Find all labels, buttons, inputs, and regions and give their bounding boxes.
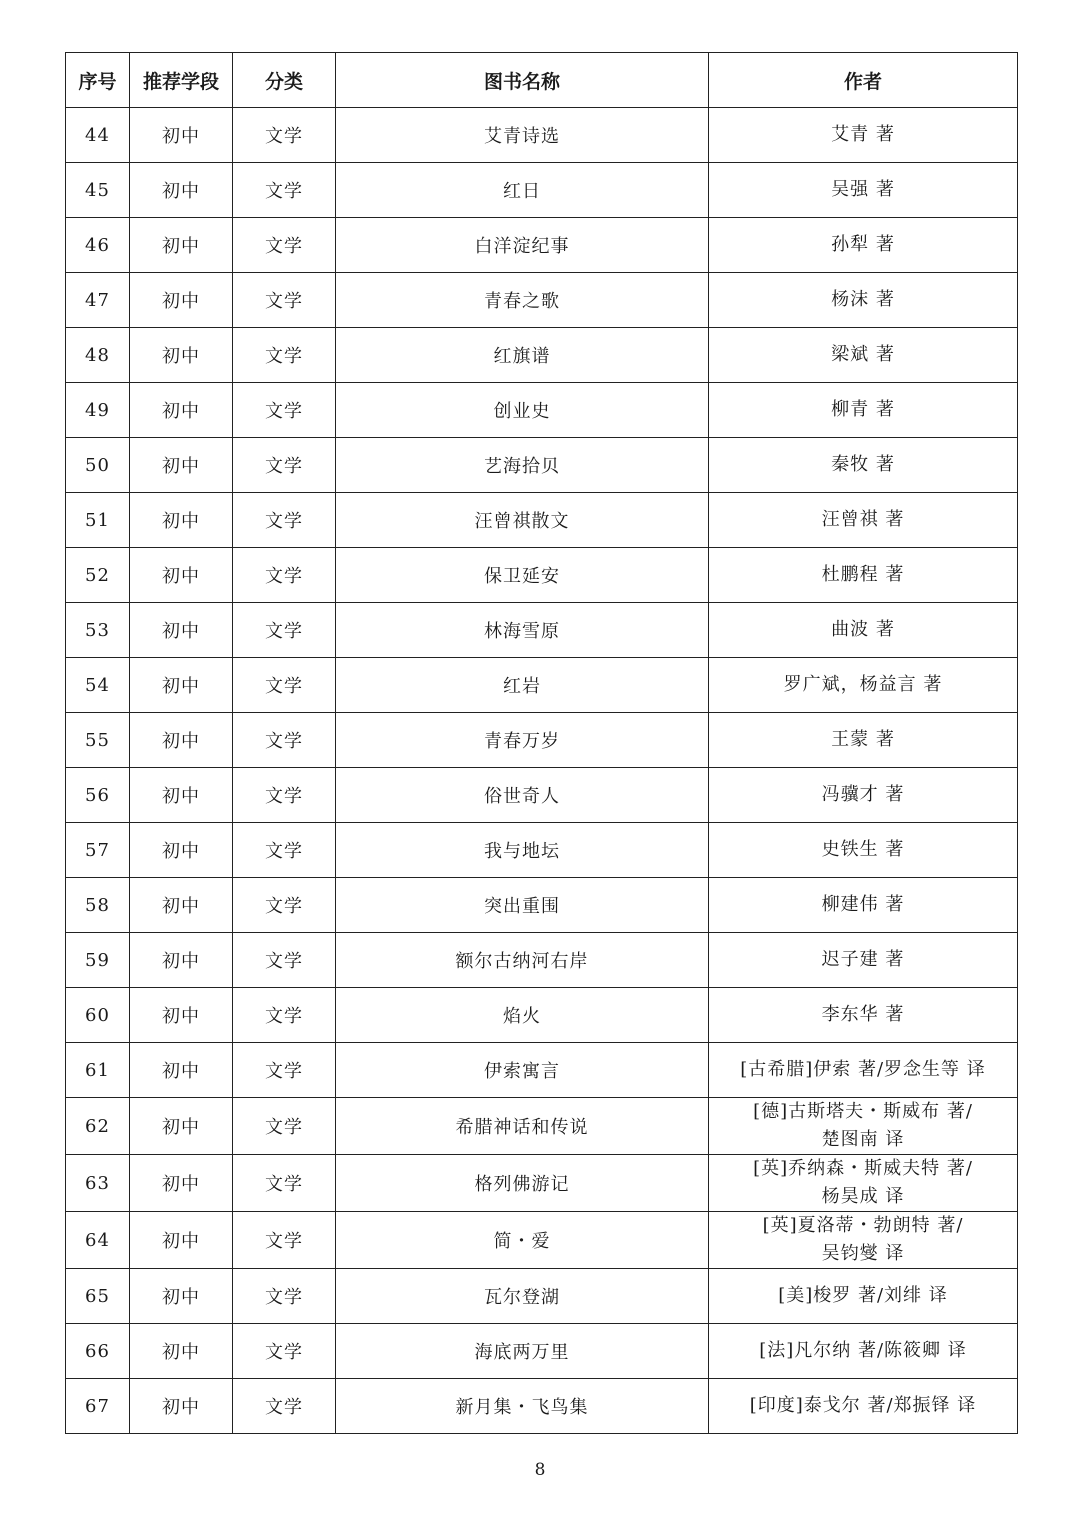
cell-stage: 初中 — [130, 768, 233, 823]
table-body — [66, 108, 1018, 1434]
author-line: [英]夏洛蒂・勃朗特 著/ — [762, 1215, 964, 1236]
cell-index: 49 — [66, 383, 130, 438]
table-row — [66, 1324, 1018, 1379]
cell-index: 47 — [66, 273, 130, 328]
cell-category: 文学 — [233, 768, 336, 823]
cell-index: 46 — [66, 218, 130, 273]
header-category: 分类 — [233, 53, 336, 108]
cell-title: 艾青诗选 — [336, 108, 709, 163]
cell-category: 文学 — [233, 273, 336, 328]
cell-category: 文学 — [233, 933, 336, 988]
author-line: [德]古斯塔夫・斯威布 著/ — [753, 1101, 973, 1122]
cell-stage: 初中 — [130, 1155, 233, 1212]
author-line: [印度]泰戈尔 著/郑振铎 译 — [749, 1395, 977, 1416]
author-line: [美]梭罗 著/刘绯 译 — [778, 1285, 948, 1306]
cell-author — [709, 713, 1018, 768]
cell-category: 文学 — [233, 1098, 336, 1155]
cell-index: 54 — [66, 658, 130, 713]
cell-index: 51 — [66, 493, 130, 548]
cell-category: 文学 — [233, 1269, 336, 1324]
cell-author — [709, 1098, 1018, 1155]
author-line: 艾青 著 — [831, 124, 895, 145]
cell-stage: 初中 — [130, 108, 233, 163]
cell-author — [709, 603, 1018, 658]
cell-stage: 初中 — [130, 1212, 233, 1269]
cell-title: 焰火 — [336, 988, 709, 1043]
page-number: 8 — [534, 1460, 546, 1480]
cell-index: 59 — [66, 933, 130, 988]
cell-stage: 初中 — [130, 823, 233, 878]
cell-author — [709, 438, 1018, 493]
cell-title: 青春万岁 — [336, 713, 709, 768]
author-line: 楚图南 译 — [821, 1129, 905, 1150]
cell-category: 文学 — [233, 1212, 336, 1269]
cell-author — [709, 493, 1018, 548]
cell-author — [709, 878, 1018, 933]
cell-index: 60 — [66, 988, 130, 1043]
cell-stage: 初中 — [130, 1379, 233, 1434]
cell-author — [709, 933, 1018, 988]
author-line: [古希腊]伊索 著/罗念生等 译 — [740, 1059, 986, 1080]
cell-category: 文学 — [233, 878, 336, 933]
cell-author — [709, 768, 1018, 823]
cell-author — [709, 548, 1018, 603]
cell-stage: 初中 — [130, 383, 233, 438]
author-line: 梁斌 著 — [831, 344, 895, 365]
cell-author — [709, 273, 1018, 328]
cell-category: 文学 — [233, 823, 336, 878]
table-row — [66, 163, 1018, 218]
cell-title: 我与地坛 — [336, 823, 709, 878]
cell-category: 文学 — [233, 328, 336, 383]
cell-category: 文学 — [233, 658, 336, 713]
table-row — [66, 658, 1018, 713]
author-line: 杨昊成 译 — [821, 1186, 905, 1207]
cell-index: 61 — [66, 1043, 130, 1098]
cell-category: 文学 — [233, 218, 336, 273]
table-row — [66, 713, 1018, 768]
table-row — [66, 548, 1018, 603]
cell-index: 66 — [66, 1324, 130, 1379]
author-line: 李东华 著 — [821, 1004, 905, 1025]
cell-author — [709, 108, 1018, 163]
cell-stage: 初中 — [130, 493, 233, 548]
cell-category: 文学 — [233, 493, 336, 548]
cell-title: 青春之歌 — [336, 273, 709, 328]
cell-category: 文学 — [233, 1324, 336, 1379]
author-line: [英]乔纳森・斯威夫特 著/ — [753, 1158, 973, 1179]
cell-title: 红岩 — [336, 658, 709, 713]
table-row — [66, 823, 1018, 878]
cell-title: 红日 — [336, 163, 709, 218]
cell-category: 文学 — [233, 548, 336, 603]
header-author: 作者 — [709, 53, 1018, 108]
cell-title: 白洋淀纪事 — [336, 218, 709, 273]
table-row — [66, 1155, 1018, 1212]
cell-author — [709, 1379, 1018, 1434]
cell-category: 文学 — [233, 1379, 336, 1434]
table-row — [66, 108, 1018, 163]
table-row — [66, 328, 1018, 383]
cell-index: 55 — [66, 713, 130, 768]
cell-stage: 初中 — [130, 603, 233, 658]
table-row — [66, 438, 1018, 493]
author-line: 吴钧燮 译 — [821, 1243, 905, 1264]
cell-title: 艺海拾贝 — [336, 438, 709, 493]
cell-author — [709, 1324, 1018, 1379]
cell-author — [709, 218, 1018, 273]
author-line: 杜鹏程 著 — [821, 564, 905, 585]
cell-title: 简・爱 — [336, 1212, 709, 1269]
cell-index: 52 — [66, 548, 130, 603]
cell-index: 57 — [66, 823, 130, 878]
author-line: 王蒙 著 — [831, 729, 895, 750]
cell-index: 53 — [66, 603, 130, 658]
cell-title: 额尔古纳河右岸 — [336, 933, 709, 988]
table-row — [66, 1043, 1018, 1098]
cell-title: 新月集・飞鸟集 — [336, 1379, 709, 1434]
header-index: 序号 — [66, 53, 130, 108]
cell-category: 文学 — [233, 383, 336, 438]
cell-stage: 初中 — [130, 218, 233, 273]
cell-title: 突出重围 — [336, 878, 709, 933]
cell-stage: 初中 — [130, 438, 233, 493]
cell-stage: 初中 — [130, 1269, 233, 1324]
author-line: [法]凡尔纳 著/陈筱卿 译 — [759, 1340, 967, 1361]
cell-category: 文学 — [233, 438, 336, 493]
table-row — [66, 273, 1018, 328]
header-title: 图书名称 — [336, 53, 709, 108]
cell-author — [709, 328, 1018, 383]
table-row — [66, 878, 1018, 933]
cell-stage: 初中 — [130, 1324, 233, 1379]
cell-title: 林海雪原 — [336, 603, 709, 658]
cell-title: 红旗谱 — [336, 328, 709, 383]
cell-author — [709, 988, 1018, 1043]
table-row — [66, 1212, 1018, 1269]
cell-stage: 初中 — [130, 548, 233, 603]
cell-title: 俗世奇人 — [336, 768, 709, 823]
cell-category: 文学 — [233, 163, 336, 218]
cell-stage: 初中 — [130, 658, 233, 713]
table-row — [66, 988, 1018, 1043]
cell-category: 文学 — [233, 603, 336, 658]
cell-category: 文学 — [233, 108, 336, 163]
table-row — [66, 933, 1018, 988]
cell-category: 文学 — [233, 1043, 336, 1098]
table-row — [66, 383, 1018, 438]
cell-author — [709, 1269, 1018, 1324]
author-line: 汪曾祺 著 — [821, 509, 905, 530]
cell-title: 汪曾祺散文 — [336, 493, 709, 548]
author-line: 吴强 著 — [831, 179, 895, 200]
cell-category: 文学 — [233, 988, 336, 1043]
cell-stage: 初中 — [130, 328, 233, 383]
cell-index: 64 — [66, 1212, 130, 1269]
cell-author — [709, 1155, 1018, 1212]
cell-index: 65 — [66, 1269, 130, 1324]
author-line: 杨沫 著 — [831, 289, 895, 310]
cell-index: 45 — [66, 163, 130, 218]
cell-stage: 初中 — [130, 273, 233, 328]
table-row — [66, 1098, 1018, 1155]
author-line: 柳青 著 — [831, 399, 895, 420]
book-list-table — [65, 52, 1018, 1434]
author-line: 罗广斌，杨益言 著 — [783, 674, 943, 695]
cell-author — [709, 1043, 1018, 1098]
cell-author — [709, 658, 1018, 713]
cell-stage: 初中 — [130, 713, 233, 768]
cell-index: 67 — [66, 1379, 130, 1434]
author-line: 秦牧 著 — [831, 454, 895, 475]
cell-stage: 初中 — [130, 163, 233, 218]
cell-category: 文学 — [233, 1155, 336, 1212]
table-row — [66, 1379, 1018, 1434]
author-line: 柳建伟 著 — [821, 894, 905, 915]
cell-category: 文学 — [233, 713, 336, 768]
table-row — [66, 768, 1018, 823]
cell-title: 瓦尔登湖 — [336, 1269, 709, 1324]
cell-stage: 初中 — [130, 1043, 233, 1098]
cell-index: 58 — [66, 878, 130, 933]
cell-index: 44 — [66, 108, 130, 163]
cell-title: 伊索寓言 — [336, 1043, 709, 1098]
cell-title: 保卫延安 — [336, 548, 709, 603]
cell-index: 48 — [66, 328, 130, 383]
cell-title: 希腊神话和传说 — [336, 1098, 709, 1155]
cell-author — [709, 823, 1018, 878]
header-stage: 推荐学段 — [130, 53, 233, 108]
cell-index: 56 — [66, 768, 130, 823]
cell-title: 创业史 — [336, 383, 709, 438]
cell-stage: 初中 — [130, 933, 233, 988]
author-line: 史铁生 著 — [821, 839, 905, 860]
cell-stage: 初中 — [130, 1098, 233, 1155]
cell-index: 62 — [66, 1098, 130, 1155]
cell-index: 63 — [66, 1155, 130, 1212]
author-line: 冯骥才 著 — [821, 784, 905, 805]
author-line: 曲波 著 — [831, 619, 895, 640]
table-row — [66, 493, 1018, 548]
cell-title: 格列佛游记 — [336, 1155, 709, 1212]
author-line: 迟子建 著 — [821, 949, 905, 970]
cell-stage: 初中 — [130, 878, 233, 933]
cell-stage: 初中 — [130, 988, 233, 1043]
table-header-row — [66, 53, 1018, 108]
table-row — [66, 603, 1018, 658]
cell-author — [709, 1212, 1018, 1269]
cell-title: 海底两万里 — [336, 1324, 709, 1379]
table-row — [66, 1269, 1018, 1324]
table-row — [66, 218, 1018, 273]
cell-author — [709, 163, 1018, 218]
cell-author — [709, 383, 1018, 438]
cell-index: 50 — [66, 438, 130, 493]
author-line: 孙犁 著 — [831, 234, 895, 255]
